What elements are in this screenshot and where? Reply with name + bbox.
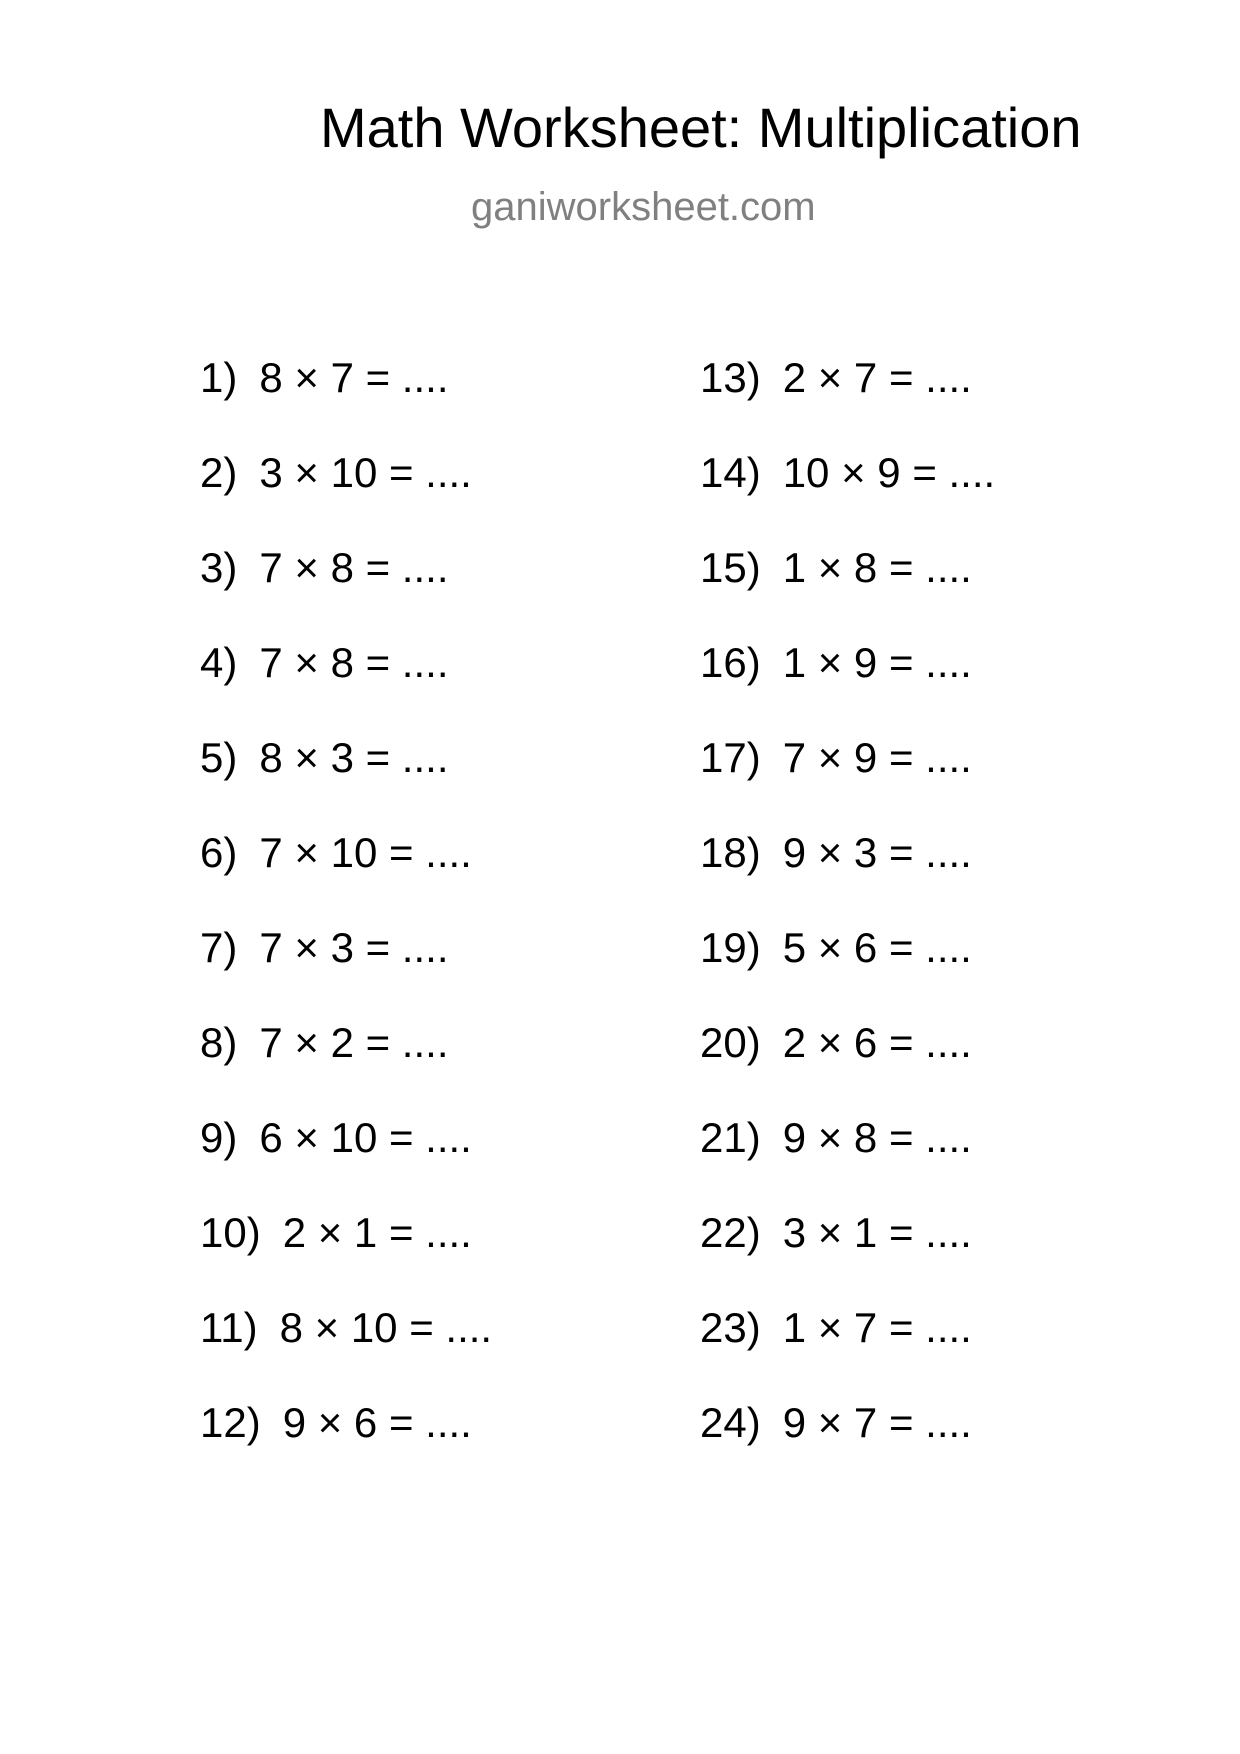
problem-number: 9): [200, 1114, 238, 1161]
problem-item: [700, 1114, 972, 1161]
problem-item: [200, 1304, 493, 1351]
problem-item: [200, 924, 449, 971]
problem-expression: 9 × 7 = ....: [782, 1399, 972, 1446]
problem-item: [700, 1399, 972, 1446]
problem-item: [700, 354, 972, 401]
problem-number: 3): [200, 544, 238, 591]
problem-number: 6): [200, 829, 238, 876]
problem-expression: 8 × 10 = ....: [279, 1304, 493, 1351]
problem-item: [200, 354, 449, 401]
problem-expression: 9 × 8 = ....: [782, 1114, 972, 1161]
problem-expression: 7 × 2 = ....: [259, 1019, 449, 1066]
problem-number: 16): [700, 639, 761, 686]
problem-number: 21): [700, 1114, 761, 1161]
problem-number: 12): [200, 1399, 261, 1446]
problem-item: [700, 449, 996, 496]
problem-expression: 6 × 10 = ....: [259, 1114, 472, 1161]
problem-item: [700, 1209, 972, 1256]
problem-item: [700, 1019, 972, 1066]
problem-number: 5): [200, 734, 238, 781]
problem-number: 7): [200, 924, 238, 971]
problem-number: 20): [700, 1019, 761, 1066]
problem-expression: 7 × 10 = ....: [259, 829, 472, 876]
worksheet-title: Math Worksheet: Multiplication: [320, 96, 1082, 159]
problem-expression: 2 × 6 = ....: [782, 1019, 972, 1066]
problem-number: 11): [200, 1304, 258, 1351]
problem-item: [200, 734, 449, 781]
problem-number: 22): [700, 1209, 761, 1256]
problem-expression: 7 × 8 = ....: [259, 639, 449, 686]
problem-number: 19): [700, 924, 761, 971]
problem-expression: 3 × 1 = ....: [782, 1209, 972, 1256]
problem-number: 4): [200, 639, 238, 686]
problem-item: [700, 734, 972, 781]
problem-item: [200, 1114, 472, 1161]
problem-item: [200, 544, 449, 591]
problem-item: [700, 544, 972, 591]
problem-expression: 2 × 7 = ....: [782, 354, 972, 401]
problem-number: 24): [700, 1399, 761, 1446]
problem-item: [200, 639, 449, 686]
problem-number: 10): [200, 1209, 261, 1256]
problem-expression: 7 × 8 = ....: [259, 544, 449, 591]
problem-expression: 5 × 6 = ....: [782, 924, 972, 971]
problem-expression: 2 × 1 = ....: [282, 1209, 472, 1256]
problem-item: [200, 1209, 472, 1256]
problem-item: [200, 449, 472, 496]
problem-item: [700, 639, 972, 686]
problem-number: 18): [700, 829, 761, 876]
problem-expression: 7 × 9 = ....: [782, 734, 972, 781]
problem-number: 8): [200, 1019, 238, 1066]
source-website: ganiworksheet.com: [471, 185, 816, 229]
problem-number: 15): [700, 544, 761, 591]
problem-expression: 7 × 3 = ....: [259, 924, 449, 971]
problem-number: 14): [700, 449, 761, 496]
problem-number: 1): [200, 354, 238, 401]
problem-item: [200, 1399, 472, 1446]
problem-number: 2): [200, 449, 238, 496]
problem-number: 13): [700, 354, 761, 401]
problem-expression: 10 × 9 = ....: [782, 449, 996, 496]
problem-item: [200, 1019, 449, 1066]
problem-number: 23): [700, 1304, 761, 1351]
problem-number: 17): [700, 734, 761, 781]
problem-item: [700, 924, 972, 971]
problem-expression: 9 × 6 = ....: [282, 1399, 472, 1446]
problem-expression: 1 × 7 = ....: [782, 1304, 972, 1351]
problem-expression: 8 × 7 = ....: [259, 354, 449, 401]
problem-expression: 9 × 3 = ....: [782, 829, 972, 876]
problem-expression: 1 × 9 = ....: [782, 639, 972, 686]
problem-expression: 1 × 8 = ....: [782, 544, 972, 591]
problem-expression: 8 × 3 = ....: [259, 734, 449, 781]
problem-expression: 3 × 10 = ....: [259, 449, 472, 496]
problem-item: [200, 829, 472, 876]
problem-item: [700, 829, 972, 876]
problem-item: [700, 1304, 972, 1351]
